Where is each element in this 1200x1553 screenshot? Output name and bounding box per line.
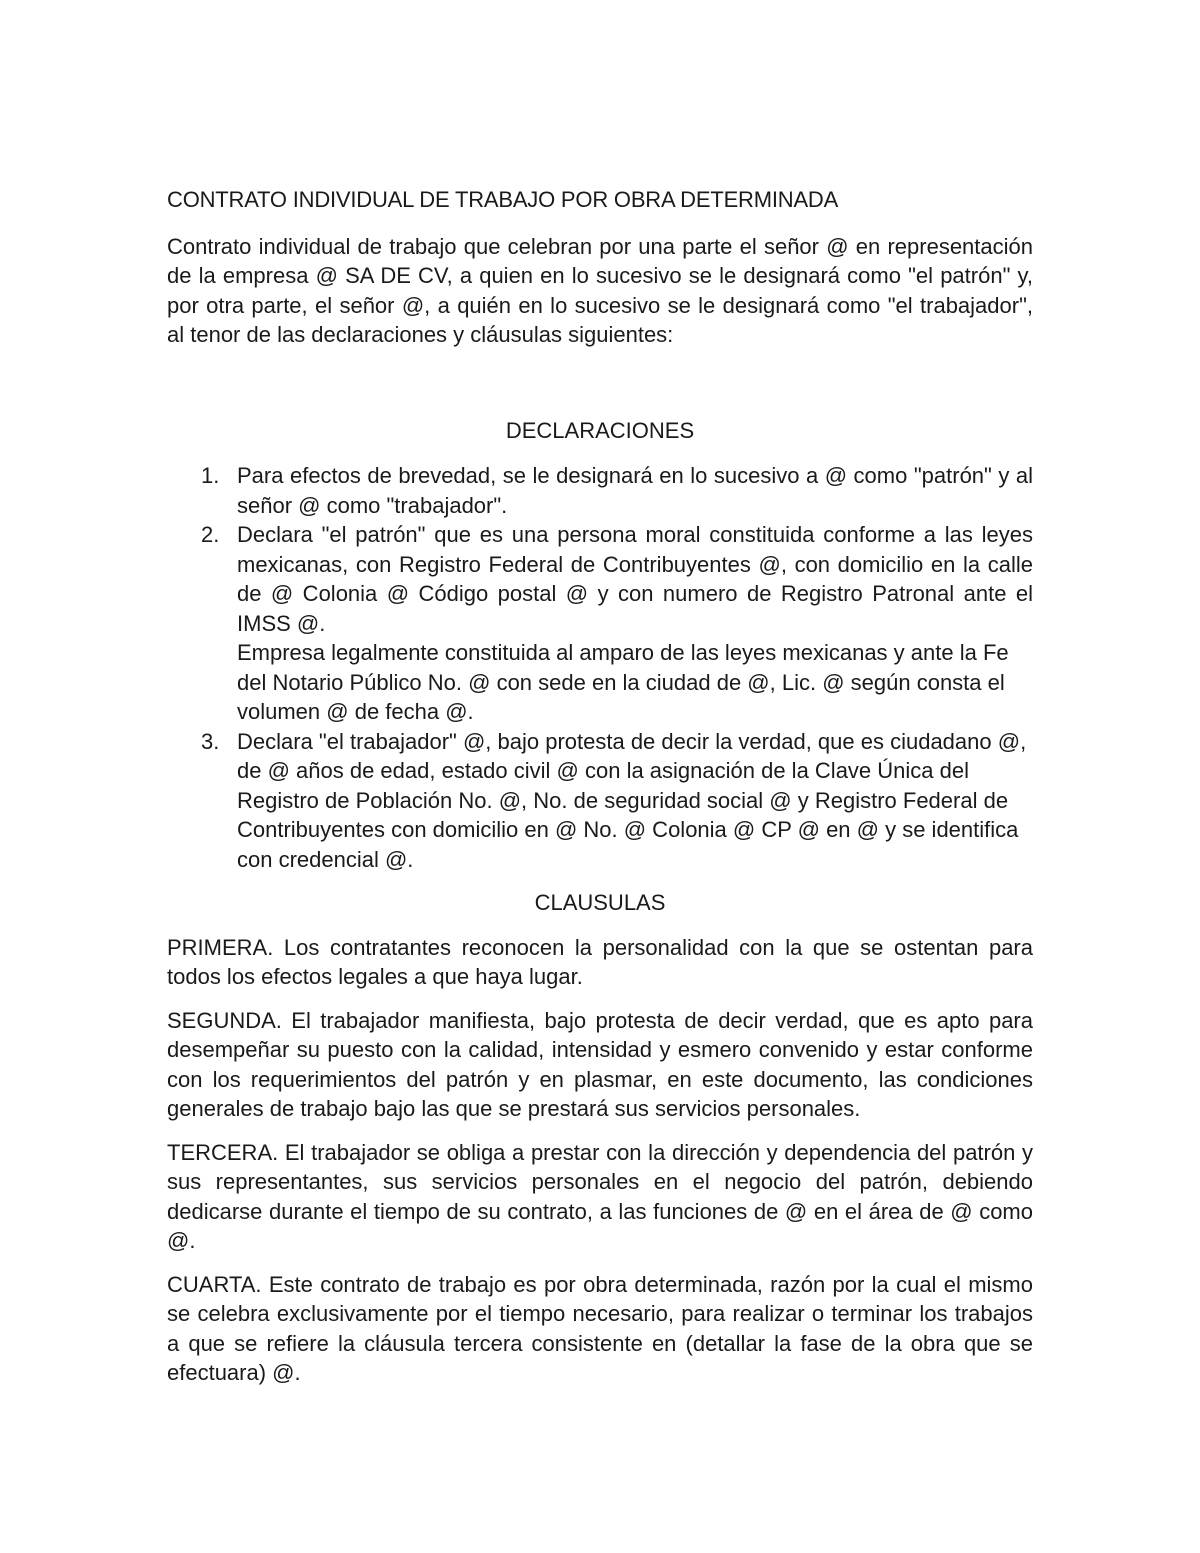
- declaraciones-list: [167, 461, 1033, 874]
- declaracion-item: [201, 520, 1033, 727]
- declaracion-number: 2.: [201, 522, 220, 547]
- document-title: CONTRATO INDIVIDUAL DE TRABAJO POR OBRA DETERMINADA: [167, 187, 839, 212]
- clausula-segunda: SEGUNDA. El trabajador manifiesta, bajo protesta de decir verdad, que es apto para desempeñar su puesto con la calidad, intensidad y esmero convenido y estar conforme con los requerimientos del patrón y en plasmar, en este documento, las condiciones generales de trabajo bajo las que se prestará sus servicios personales.: [167, 1007, 1033, 1121]
- document-page: [167, 185, 1033, 1402]
- clausula-tercera: TERCERA. El trabajador se obliga a prestar con la dirección y dependencia del patrón y sus representantes, sus servicios personales en el negocio del patrón, debiendo dedicarse durante el tiempo de su contrato, a las funciones de @ en el área de @ como @.: [167, 1139, 1033, 1253]
- declaracion-text: Para efectos de brevedad, se le designará en lo sucesivo a @ como "patrón" y al señor @ como "trabajador".: [237, 463, 1033, 518]
- clausulas-heading: CLAUSULAS: [534, 890, 666, 915]
- clausula-primera: PRIMERA. Los contratantes reconocen la personalidad con la que se ostentan para todos los efectos legales a que haya lugar.: [167, 934, 1033, 989]
- intro-paragraph: Contrato individual de trabajo que celebran por una parte el señor @ en representación de la empresa @ SA DE CV, a quien en lo sucesivo se le designará como "el patrón" y, por otra parte, el señor @, a quién en lo sucesivo se le designará como "el trabajador", al tenor de las declaraciones y cláusulas siguientes:: [167, 233, 1033, 347]
- clausula-cuarta: CUARTA. Este contrato de trabajo es por obra determinada, razón por la cual el mismo se celebra exclusivamente por el tiempo necesario, para realizar o terminar los trabajos a que se refiere la cláusula tercera consistente en (detallar la fase de la obra que se efectuara) @.: [167, 1271, 1033, 1385]
- declaracion-extra-text: Empresa legalmente constituida al amparo de las leyes mexicanas y ante la Fe del Notario Público No. @ con sede en la ciudad de @, Lic. @ según consta el volumen @ de fecha @.: [237, 640, 1009, 724]
- declaracion-item: [201, 727, 1033, 875]
- declaracion-item: [201, 461, 1033, 520]
- declaraciones-heading: DECLARACIONES: [505, 417, 695, 443]
- declaracion-text: Declara "el trabajador" @, bajo protesta de decir la verdad, que es ciudadano @, de @ años de edad, estado civil @ con la asignación de la Clave Única del Registro de Población No. @, No. de seguridad social @ y Registro Federal de Contribuyentes con domicilio en @ No. @ Colonia @ CP @ en @ y se identifica con credencial @.: [237, 728, 1027, 872]
- declaracion-number: 1.: [201, 463, 220, 488]
- declaracion-text: Declara "el patrón" que es una persona moral constituida conforme a las leyes mexicanas, con Registro Federal de Contribuyentes @, con domicilio en la calle de @ Colonia @ Código postal @ y con numero de Registro Patronal ante el IMSS @.: [237, 522, 1033, 636]
- declaracion-number: 3.: [201, 728, 220, 754]
